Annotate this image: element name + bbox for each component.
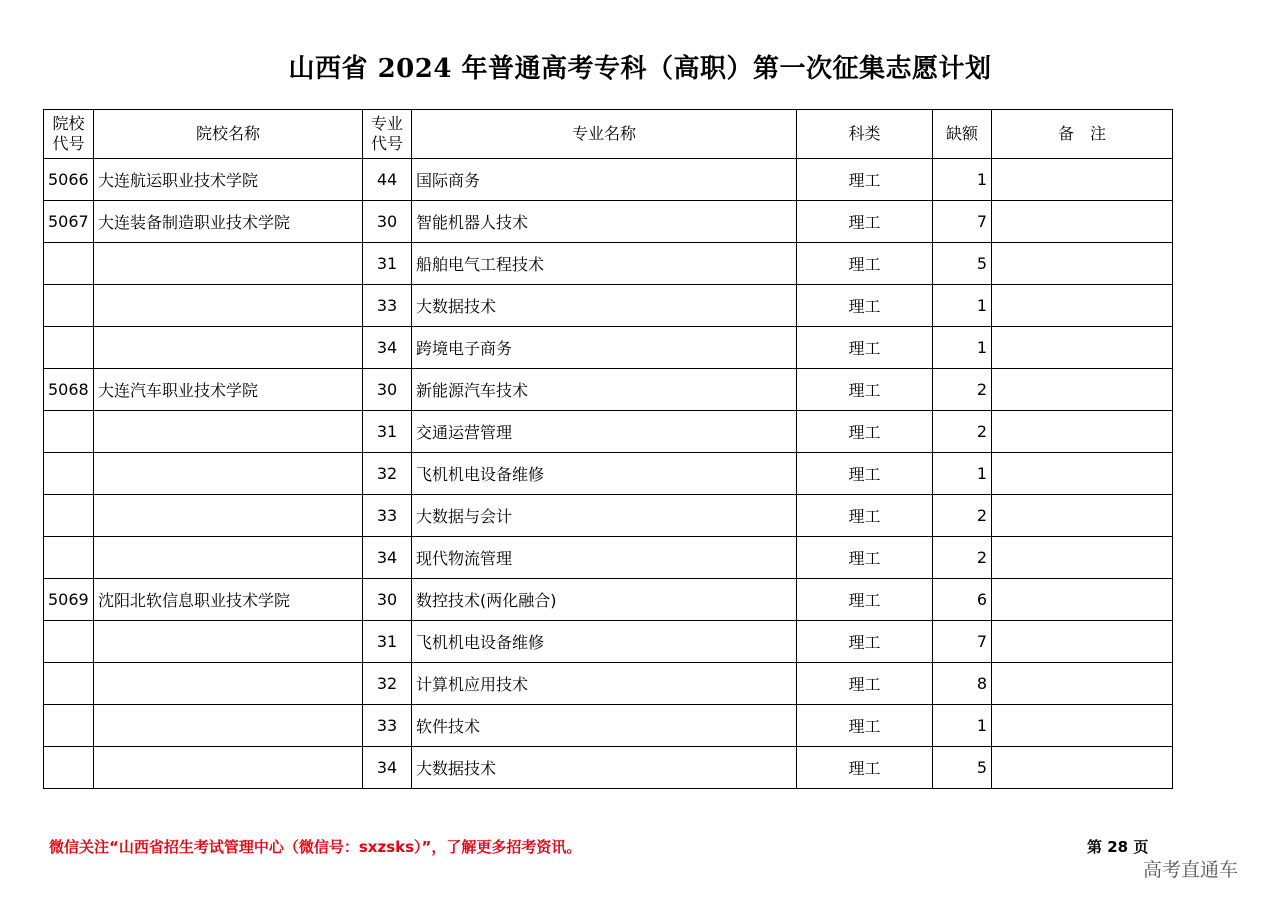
- cell-school-code: [44, 663, 94, 705]
- plan-table: [43, 109, 1173, 789]
- cell-major-code: 34: [363, 747, 412, 789]
- cell-major-code: 32: [363, 663, 412, 705]
- cell-school-name: [94, 285, 363, 327]
- cell-major-name: 大数据技术: [412, 747, 797, 789]
- cell-major-name: 船舶电气工程技术: [412, 243, 797, 285]
- table-row: [44, 537, 1173, 579]
- cell-remarks: [992, 411, 1173, 453]
- page-title: 山西省 2024 年普通高考专科（高职）第一次征集志愿计划: [288, 54, 992, 84]
- cell-remarks: [992, 621, 1173, 663]
- cell-vacancy: 1: [933, 159, 992, 201]
- cell-vacancy: 7: [933, 201, 992, 243]
- cell-category: 理工: [797, 579, 933, 621]
- cell-vacancy: 2: [933, 411, 992, 453]
- page-number: 第 28 页: [1087, 838, 1149, 856]
- cell-remarks: [992, 537, 1173, 579]
- cell-major-code: 30: [363, 369, 412, 411]
- table-row: [44, 705, 1173, 747]
- cell-category: 理工: [797, 411, 933, 453]
- cell-school-code: [44, 411, 94, 453]
- cell-remarks: [992, 747, 1173, 789]
- cell-major-name: 智能机器人技术: [412, 201, 797, 243]
- header-category: 科类: [797, 110, 933, 159]
- table-row: [44, 663, 1173, 705]
- cell-remarks: [992, 579, 1173, 621]
- cell-remarks: [992, 705, 1173, 747]
- cell-vacancy: 5: [933, 243, 992, 285]
- cell-category: 理工: [797, 747, 933, 789]
- header-major-code: 专业代号: [363, 110, 412, 159]
- cell-major-code: 31: [363, 243, 412, 285]
- cell-school-name: [94, 747, 363, 789]
- cell-vacancy: 2: [933, 537, 992, 579]
- cell-major-name: 新能源汽车技术: [412, 369, 797, 411]
- table-row: [44, 159, 1173, 201]
- header-school-code: 院校代号: [44, 110, 94, 159]
- cell-school-code: [44, 495, 94, 537]
- cell-major-code: 30: [363, 579, 412, 621]
- table-row: [44, 285, 1173, 327]
- cell-major-name: 飞机机电设备维修: [412, 453, 797, 495]
- cell-category: 理工: [797, 537, 933, 579]
- cell-vacancy: 8: [933, 663, 992, 705]
- cell-major-name: 软件技术: [412, 705, 797, 747]
- cell-school-name: [94, 537, 363, 579]
- cell-school-code: [44, 747, 94, 789]
- cell-major-code: 33: [363, 495, 412, 537]
- cell-remarks: [992, 201, 1173, 243]
- cell-school-name: 大连装备制造职业技术学院: [94, 201, 363, 243]
- cell-vacancy: 1: [933, 453, 992, 495]
- cell-school-name: [94, 243, 363, 285]
- cell-school-code: 5067: [44, 201, 94, 243]
- cell-major-name: 数控技术(两化融合): [412, 579, 797, 621]
- cell-school-code: [44, 243, 94, 285]
- cell-vacancy: 1: [933, 705, 992, 747]
- cell-category: 理工: [797, 369, 933, 411]
- cell-school-code: [44, 705, 94, 747]
- cell-school-code: 5068: [44, 369, 94, 411]
- cell-major-name: 大数据与会计: [412, 495, 797, 537]
- cell-major-code: 33: [363, 285, 412, 327]
- cell-school-name: 大连汽车职业技术学院: [94, 369, 363, 411]
- cell-category: 理工: [797, 453, 933, 495]
- cell-category: 理工: [797, 159, 933, 201]
- footer-notice: 微信关注“山西省招生考试管理中心（微信号：sxzsks）”，了解更多招考资讯。: [49, 838, 582, 856]
- cell-major-name: 跨境电子商务: [412, 327, 797, 369]
- cell-school-name: 沈阳北软信息职业技术学院: [94, 579, 363, 621]
- cell-school-name: [94, 495, 363, 537]
- cell-major-code: 33: [363, 705, 412, 747]
- cell-school-code: [44, 285, 94, 327]
- cell-vacancy: 6: [933, 579, 992, 621]
- table-row: [44, 243, 1173, 285]
- cell-major-code: 34: [363, 537, 412, 579]
- cell-school-code: 5066: [44, 159, 94, 201]
- cell-major-code: 44: [363, 159, 412, 201]
- cell-vacancy: 5: [933, 747, 992, 789]
- cell-major-name: 飞机机电设备维修: [412, 621, 797, 663]
- cell-school-code: [44, 537, 94, 579]
- cell-remarks: [992, 663, 1173, 705]
- cell-category: 理工: [797, 663, 933, 705]
- cell-major-code: 31: [363, 411, 412, 453]
- header-school-name: 院校名称: [94, 110, 363, 159]
- cell-vacancy: 2: [933, 495, 992, 537]
- cell-school-name: [94, 621, 363, 663]
- cell-vacancy: 1: [933, 285, 992, 327]
- cell-category: 理工: [797, 495, 933, 537]
- cell-vacancy: 1: [933, 327, 992, 369]
- table-row: [44, 621, 1173, 663]
- cell-school-name: 大连航运职业技术学院: [94, 159, 363, 201]
- cell-vacancy: 2: [933, 369, 992, 411]
- table-row: [44, 579, 1173, 621]
- header-remarks: 备 注: [992, 110, 1173, 159]
- cell-remarks: [992, 327, 1173, 369]
- cell-remarks: [992, 159, 1173, 201]
- table-row: [44, 411, 1173, 453]
- cell-school-code: 5069: [44, 579, 94, 621]
- cell-school-name: [94, 327, 363, 369]
- cell-major-name: 大数据技术: [412, 285, 797, 327]
- table-row: [44, 201, 1173, 243]
- header-major-name: 专业名称: [412, 110, 797, 159]
- header-vacancy: 缺额: [933, 110, 992, 159]
- table-row: [44, 495, 1173, 537]
- cell-major-name: 现代物流管理: [412, 537, 797, 579]
- cell-school-name: [94, 663, 363, 705]
- cell-category: 理工: [797, 285, 933, 327]
- cell-remarks: [992, 495, 1173, 537]
- cell-category: 理工: [797, 243, 933, 285]
- cell-category: 理工: [797, 705, 933, 747]
- table-row: [44, 327, 1173, 369]
- cell-school-name: [94, 705, 363, 747]
- cell-vacancy: 7: [933, 621, 992, 663]
- table-header-row: [44, 110, 1173, 159]
- cell-remarks: [992, 285, 1173, 327]
- cell-major-name: 交通运营管理: [412, 411, 797, 453]
- cell-major-code: 31: [363, 621, 412, 663]
- cell-school-code: [44, 327, 94, 369]
- cell-remarks: [992, 369, 1173, 411]
- cell-major-code: 30: [363, 201, 412, 243]
- cell-category: 理工: [797, 621, 933, 663]
- cell-major-code: 34: [363, 327, 412, 369]
- table-row: [44, 453, 1173, 495]
- cell-remarks: [992, 243, 1173, 285]
- cell-school-code: [44, 621, 94, 663]
- cell-major-name: 国际商务: [412, 159, 797, 201]
- cell-category: 理工: [797, 201, 933, 243]
- cell-school-name: [94, 411, 363, 453]
- cell-remarks: [992, 453, 1173, 495]
- table-row: [44, 369, 1173, 411]
- table-row: [44, 747, 1173, 789]
- cell-major-name: 计算机应用技术: [412, 663, 797, 705]
- cell-category: 理工: [797, 327, 933, 369]
- cell-school-code: [44, 453, 94, 495]
- cell-school-name: [94, 453, 363, 495]
- watermark-text: 高考直通车: [1143, 859, 1239, 881]
- cell-major-code: 32: [363, 453, 412, 495]
